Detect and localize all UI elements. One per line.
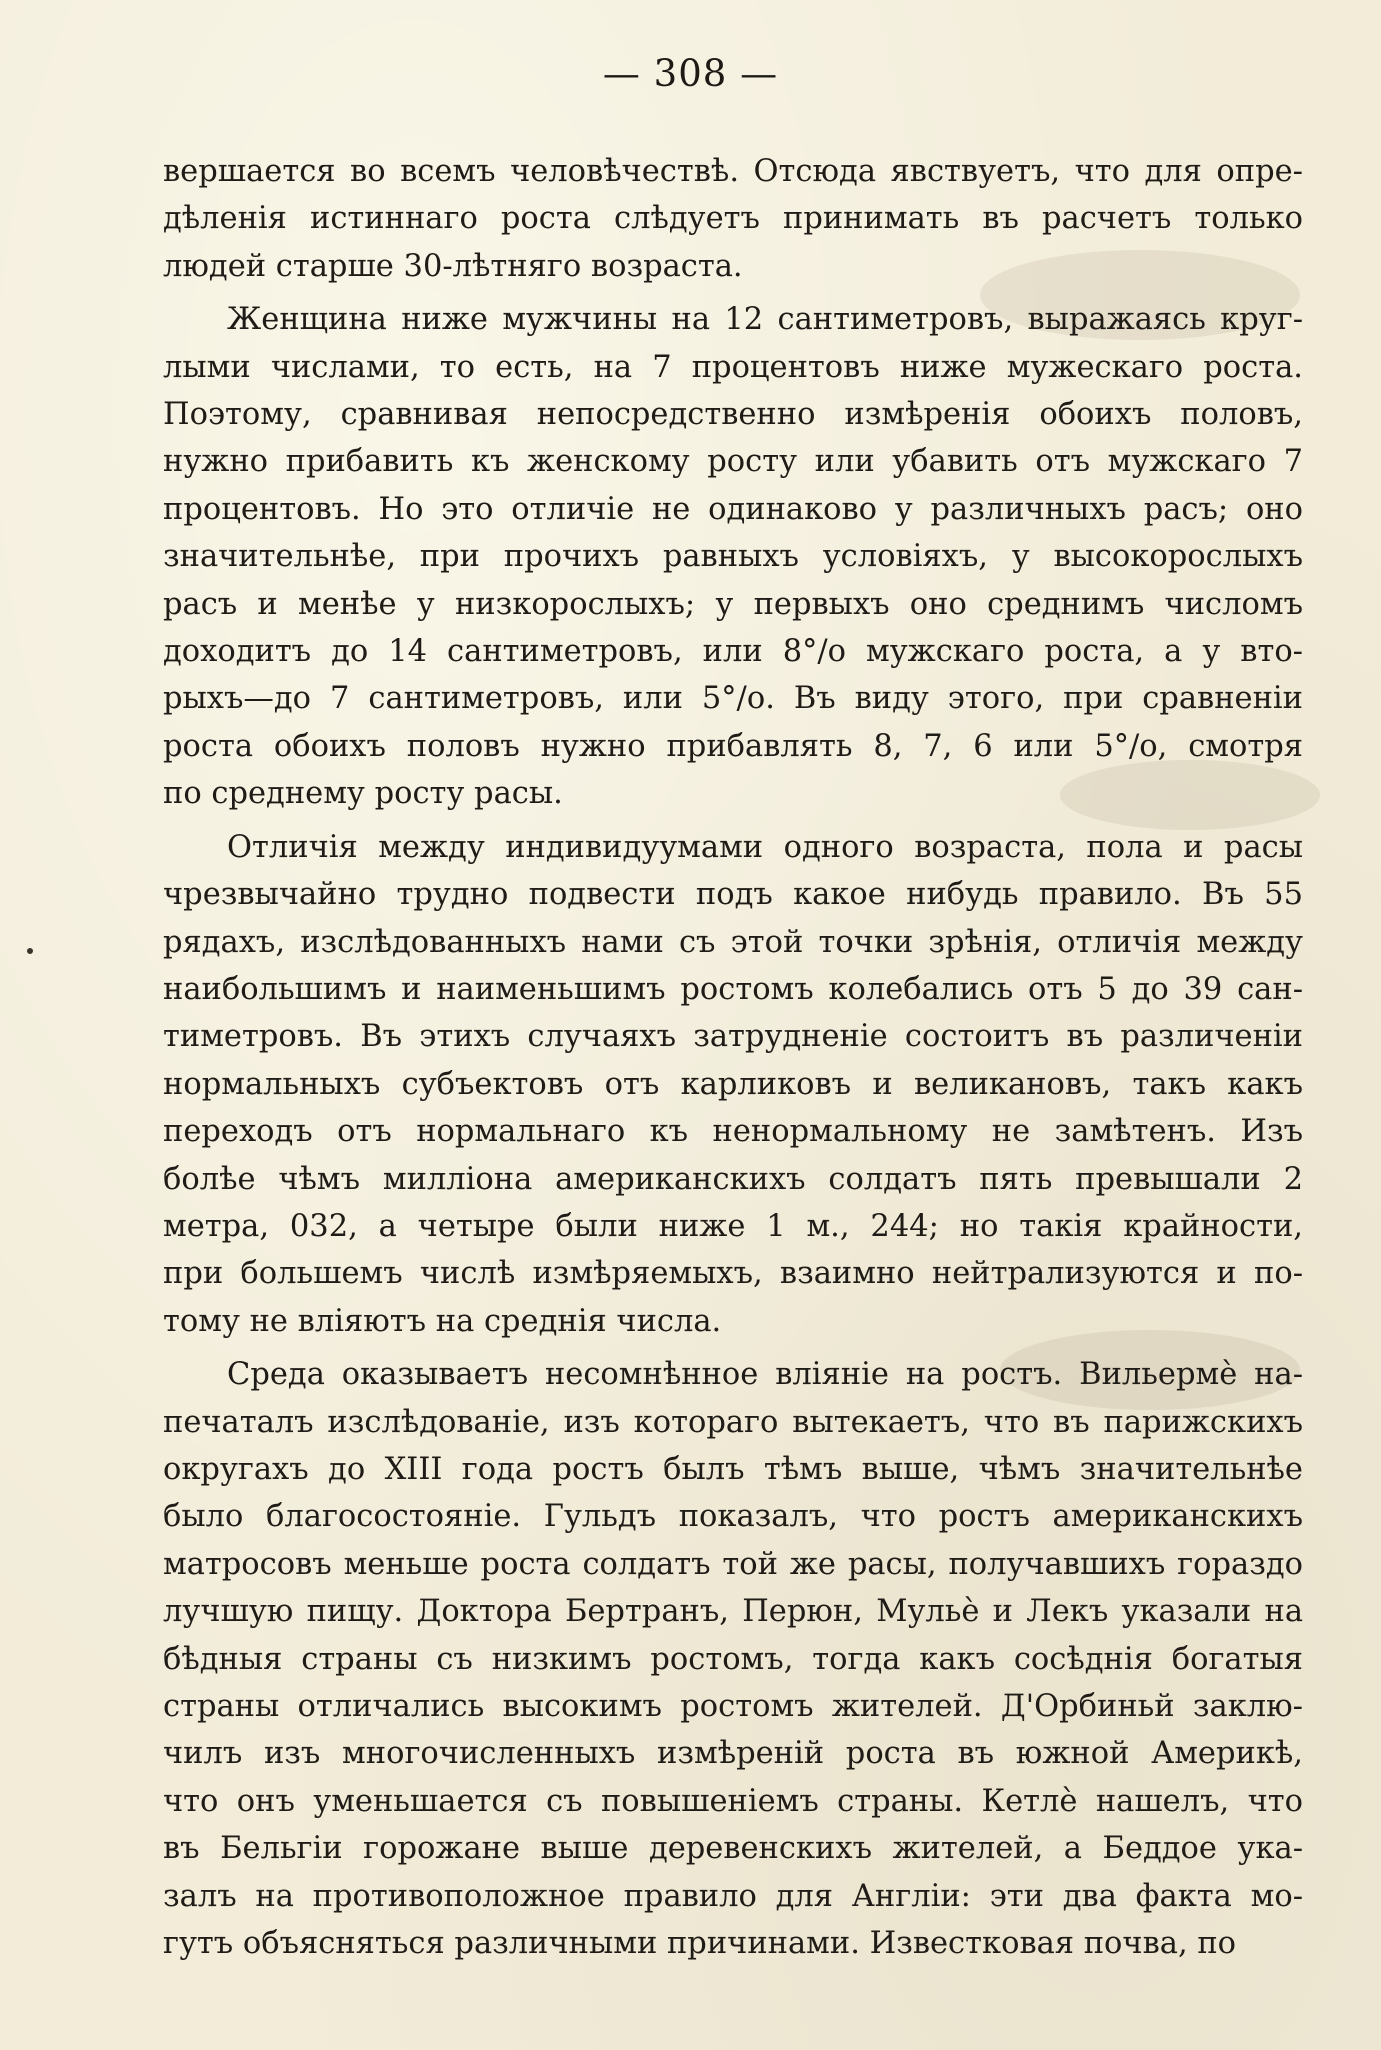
text-line: процентовъ. Но это отличіе не одинаково у различныхъ расъ; оно [163,491,1303,527]
page-number: — 308 — [602,52,779,95]
text-line: расъ и менѣе у низкорослыхъ; у первыхъ оно среднимъ числомъ [163,586,1303,622]
text-line: чрезвычайно трудно подвести подъ какое нибудь правило. Въ 55 [163,877,1303,913]
text-line: тиметровъ. Въ этихъ случаяхъ затрудненіе состоитъ въ различеніи [163,1019,1303,1055]
text-line: переходъ отъ нормальнаго къ ненормальному не замѣтенъ. Изъ [163,1114,1303,1150]
text-line: метра, 032, а четыре были ниже 1 м., 244; но такія крайности, [163,1208,1303,1244]
text-line: роста обоихъ половъ нужно прибавлять 8, 7, 6 или 5°/о, смотря [163,728,1303,764]
text-line: печаталъ изслѣдованіе, изъ котораго вытекаетъ, что въ парижскихъ [163,1404,1303,1440]
text-line: рыхъ—до 7 сантиметровъ, или 5°/о. Въ виду этого, при сравненіи [163,681,1303,717]
ink-dot [27,948,33,954]
text-line: лыми числами, то есть, на 7 процентовъ ниже мужескаго роста. [163,349,1303,385]
text-line: вершается во всемъ человѣчествѣ. Отсюда явствуетъ, что для опре- [163,154,1303,189]
text-line: тому не вліяютъ на среднія числа. [163,1303,722,1339]
text-line: по среднему росту расы. [163,776,563,812]
text-line: нужно прибавить къ женскому росту или убавить отъ мужскаго 7 [163,444,1303,480]
text-line: нормальныхъ субъектовъ отъ карликовъ и великановъ, такъ какъ [163,1066,1303,1102]
text-line: болѣе чѣмъ милліона американскихъ солдатъ пять превышали 2 [163,1161,1303,1197]
paragraph [163,824,1303,1345]
text-line: людей старше 30-лѣтняго возраста. [163,248,743,284]
paragraph [163,148,1303,290]
text-line: при большемъ числѣ измѣряемыхъ, взаимно нейтрализуются и по- [163,1256,1303,1292]
text-line: бѣдныя страны съ низкимъ ростомъ, тогда какъ сосѣднія богатыя [163,1641,1303,1677]
text-line: гутъ объясняться различными причинами. Известковая почва, по [163,1926,1237,1962]
body-text [163,148,1303,1973]
text-line: было благосостояніе. Гульдъ показалъ, что ростъ американскихъ [163,1499,1303,1535]
text-line: Женщина ниже мужчины на 12 сантиметровъ, выражаясь круг- [227,302,1303,338]
text-line: рядахъ, изслѣдованныхъ нами съ этой точки зрѣнія, отличія между [163,924,1303,960]
text-line: страны отличались высокимъ ростомъ жителей. Д'Орбиньй заклю- [163,1689,1303,1724]
text-line: наибольшимъ и наименьшимъ ростомъ колебались отъ 5 до 39 сан- [163,971,1303,1007]
text-line: матросовъ меньше роста солдатъ той же расы, получавшихъ гораздо [163,1546,1303,1582]
text-line: округахъ до XIII года ростъ былъ тѣмъ выше, чѣмъ значительнѣе [163,1451,1303,1487]
text-line: что онъ уменьшается съ повышеніемъ страны. Кетлè нашелъ, что [163,1783,1303,1819]
paragraph [163,296,1303,817]
paragraph [163,1351,1303,1967]
text-line: доходитъ до 14 сантиметровъ, или 8°/о мужскаго роста, а у вто- [163,634,1303,670]
text-line: лучшую пищу. Доктора Бертранъ, Перюн, Мульè и Лекъ указали на [163,1594,1303,1630]
text-line: въ Бельгіи горожане выше деревенскихъ жителей, а Беддое ука- [163,1831,1303,1867]
text-line: залъ на противоположное правило для Англіи: эти два факта мо- [163,1878,1303,1914]
text-line: чилъ изъ многочисленныхъ измѣреній роста въ южной Америкѣ, [163,1736,1303,1772]
text-line: дѣленія истиннаго роста слѣдуетъ принимать въ расчетъ только [163,201,1303,237]
text-line: Среда оказываетъ несомнѣнное вліяніе на ростъ. Вильермè на- [227,1357,1303,1393]
text-line: Поэтому, сравнивая непосредственно измѣренія обоихъ половъ, [163,397,1303,433]
text-line: Отличія между индивидуумами одного возраста, пола и расы [227,829,1303,865]
text-line: значительнѣе, при прочихъ равныхъ условіяхъ, у высокорослыхъ [163,539,1303,575]
